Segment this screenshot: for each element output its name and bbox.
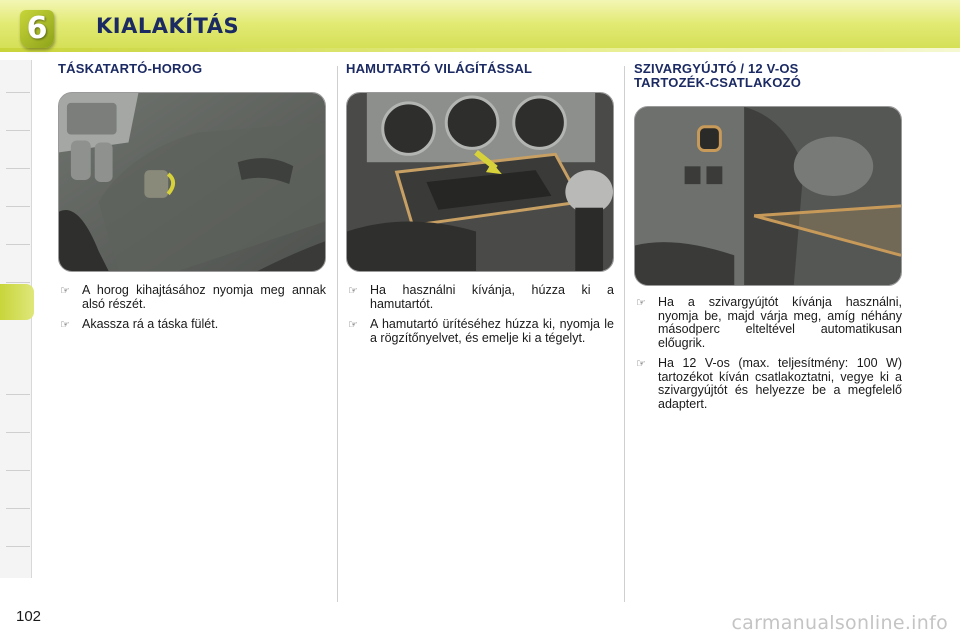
list-item: ☞ A hamutartó ürítéséhez húzza ki, nyomja le a rögzítőnyelvet, és emelje ki a tégelyt.: [348, 317, 614, 345]
page-number: 102: [16, 608, 42, 625]
pointing-hand-icon: ☞: [348, 284, 358, 297]
chapter-title: KIALAKÍTÁS: [96, 14, 240, 38]
tab-divider: [6, 92, 30, 93]
active-chapter-tab[interactable]: [0, 284, 34, 320]
chapter-number: 6: [26, 11, 48, 46]
tab-divider: [6, 546, 30, 547]
section-title-lighter: [634, 62, 801, 90]
pointing-hand-icon: ☞: [636, 296, 646, 309]
tab-divider: [6, 470, 30, 471]
tab-divider: [6, 508, 30, 509]
tab-divider: [6, 168, 30, 169]
section-title-bag-hook: TÁSKATARTÓ-HOROG: [58, 61, 203, 76]
watermark: carmanualsonline.info: [731, 612, 948, 634]
tab-divider: [6, 244, 30, 245]
lighter-instructions: [634, 296, 902, 418]
list-item: ☞ Ha a szivargyújtót kívánja használni, nyomja be, majd várja meg, amíg néhány másodperc elteltével automatikusan előugrik.: [636, 295, 902, 350]
pointing-hand-icon: ☞: [348, 318, 358, 331]
list-item: ☞ A horog kihajtásához nyomja meg annak alsó részét.: [60, 283, 326, 311]
pointing-hand-icon: ☞: [636, 357, 646, 370]
tab-divider: [6, 206, 30, 207]
ashtray-photo: [346, 92, 614, 272]
ashtray-instructions: [346, 284, 614, 352]
tab-divider: [6, 432, 30, 433]
list-item: ☞ Ha használni kívánja, húzza ki a hamutartót.: [348, 283, 614, 311]
tab-divider: [6, 394, 30, 395]
pointing-hand-icon: ☞: [60, 284, 70, 297]
list-item: ☞ Ha 12 V-os (max. teljesítmény: 100 W) tartozékot kíván csatlakoztatni, vegye ki a szivargyújtót és helyezze be a megfelelő adaptert.: [636, 356, 902, 411]
section-title-line: SZIVARGYÚJTÓ / 12 V-OS: [634, 61, 799, 76]
pointing-hand-icon: ☞: [60, 318, 70, 331]
bag-hook-instructions: [58, 284, 326, 339]
header-stripe: [0, 48, 960, 52]
section-title-ashtray: HAMUTARTÓ VILÁGÍTÁSSAL: [346, 61, 533, 76]
column-divider: [624, 66, 625, 602]
column-divider: [337, 66, 338, 602]
tab-divider: [6, 282, 30, 283]
list-item: ☞ Akassza rá a táska fülét.: [60, 317, 219, 331]
section-title-line: TARTOZÉK-CSATLAKOZÓ: [634, 75, 802, 90]
bag-hook-photo: [58, 92, 326, 272]
cigarette-lighter-photo: [634, 106, 902, 286]
tab-divider: [6, 130, 30, 131]
